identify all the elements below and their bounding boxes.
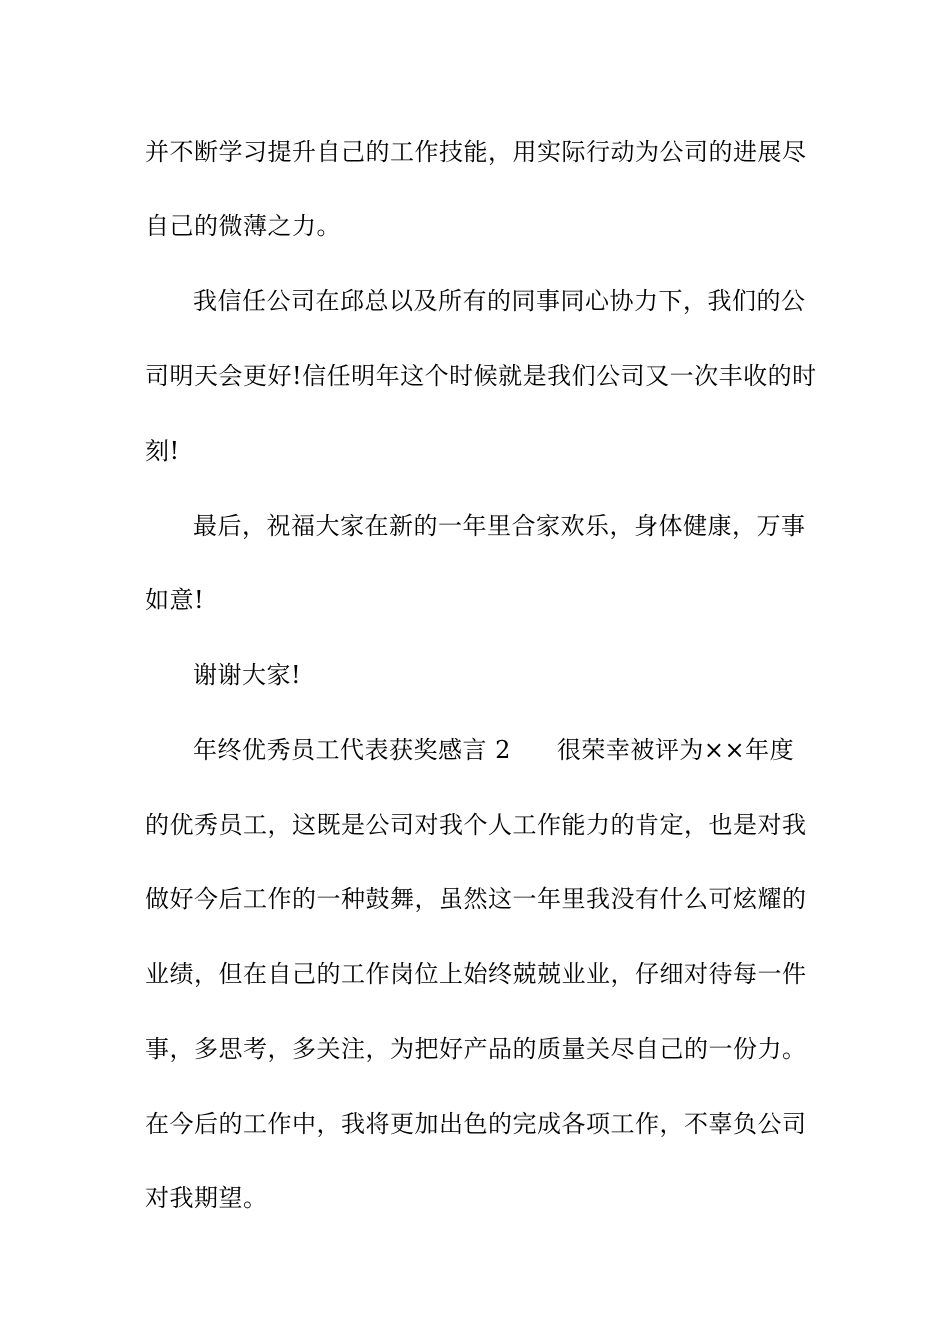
paragraph-line: 司明天会更好!信任明年这个时候就是我们公司又一次丰收的时	[145, 362, 817, 390]
paragraph-line: 的优秀员工，这既是公司对我个人工作能力的肯定，也是对我	[145, 811, 807, 839]
paragraph-line: 如意!	[145, 586, 205, 614]
paragraph-line: 自己的微薄之力。	[145, 212, 341, 240]
paragraph-line: 我信任公司在邱总以及所有的同事同心协力下，我们的公	[193, 287, 806, 315]
paragraph-line: 在今后的工作中，我将更加出色的完成各项工作，不辜负公司	[145, 1110, 807, 1138]
paragraph-line: 事，多思考，多关注，为把好产品的质量关尽自己的一份力。	[145, 1035, 807, 1063]
paragraph-line: 业绩，但在自己的工作岗位上始终兢兢业业，仔细对待每一件	[145, 960, 807, 988]
paragraph-line: 刻!	[145, 437, 180, 465]
paragraph-line: 谢谢大家!	[193, 661, 302, 689]
paragraph-line: 并不断学习提升自己的工作技能，用实际行动为公司的进展尽	[145, 138, 807, 166]
section-heading: 年终优秀员工代表获奖感言 2	[193, 736, 511, 764]
paragraph-line: 做好今后工作的一种鼓舞，虽然这一年里我没有什么可炫耀的	[145, 885, 807, 913]
paragraph-line: 最后，祝福大家在新的一年里合家欢乐，身体健康，万事	[193, 512, 806, 540]
paragraph-line: 对我期望。	[145, 1184, 268, 1212]
section-heading-line	[193, 735, 794, 765]
paragraph-start: 很荣幸被评为××年度	[556, 736, 795, 764]
